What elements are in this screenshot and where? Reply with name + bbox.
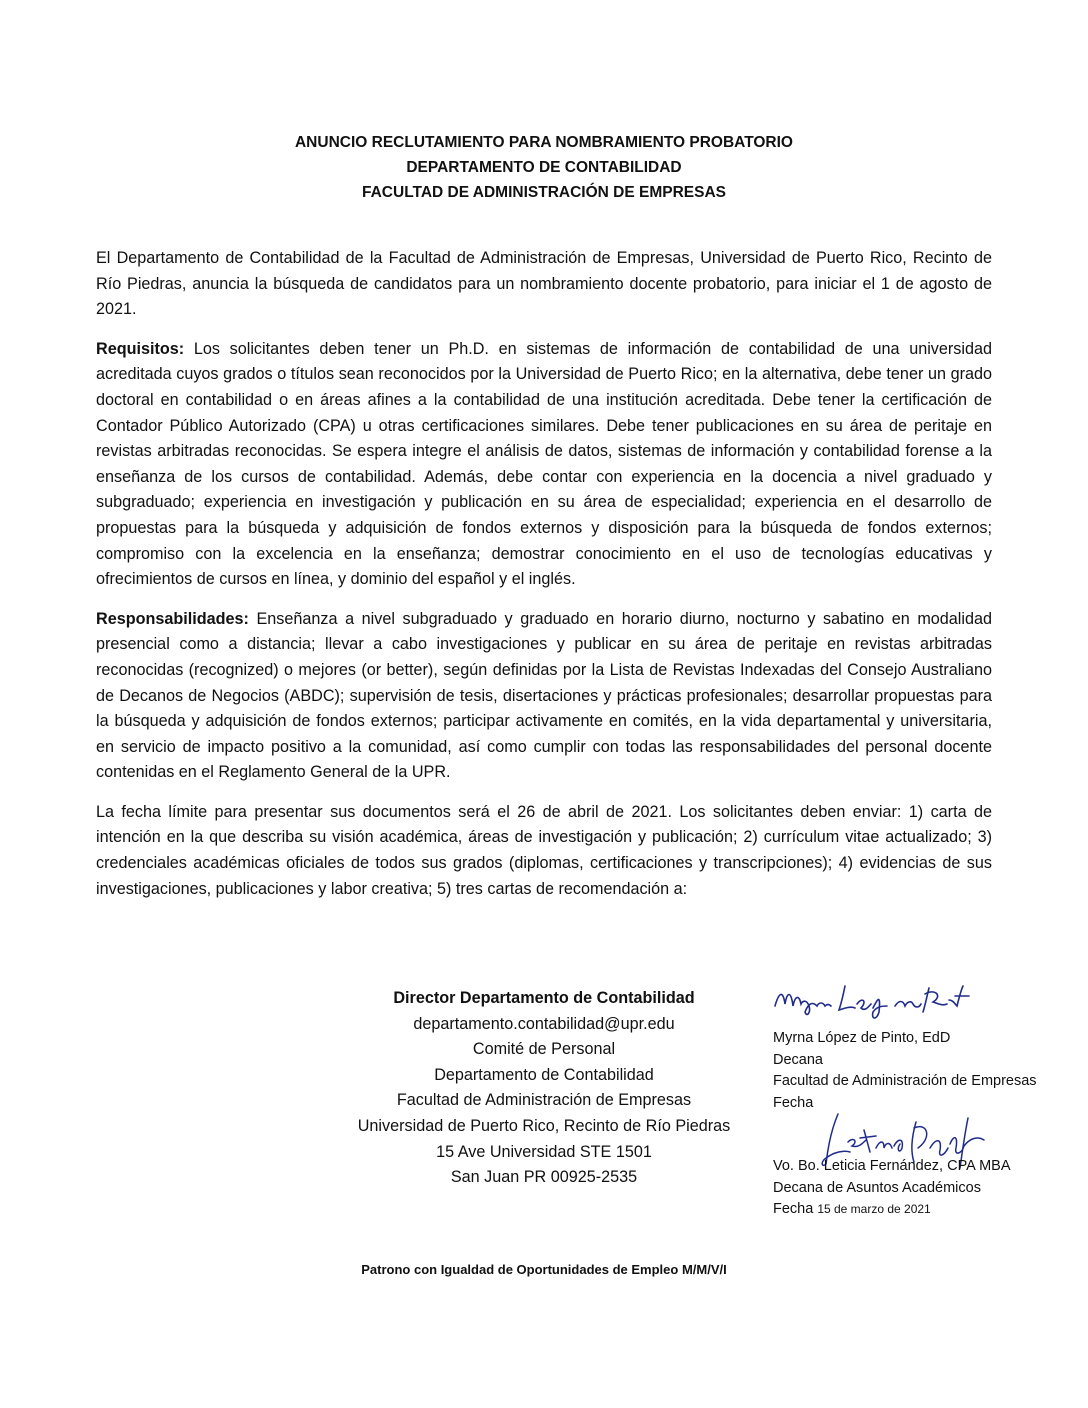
fecha-label: Fecha [773,1094,814,1111]
contact-line: San Juan PR 00925-2535 [450,1168,638,1187]
requisitos-paragraph [96,337,992,593]
title-line-3: FACULTAD DE ADMINISTRACIÓN DE EMPRESAS [362,184,726,201]
signer-title: Decana de Asuntos Académicos [773,1179,981,1196]
responsabilidades-text: Enseñanza a nivel subgraduado y graduado en horario diurno, nocturno y sabatino en modalidad presencial como a distancia; llevar a cabo investigaciones y publicar en su área de peritaje en revistas arbitradas reconocidas (recognized) o mejores (or better), según definidas por la Lista de Revistas Indexadas del Consejo Australiano de Decanos de Negocios (ABDC); supervisión de tesis, disertaciones y prácticas profesionales; desarrollar propuestas para la búsqueda y adquisición de fondos externos; participar activamente en comités, en la vida departamental y universitaria, en servicio de impacto positivo a la comunidad, así como cumplir con todas las responsabilidades del personal docente contenidas en el Reglamento General de la UPR. [96,609,993,782]
fecha-label: Fecha [773,1201,814,1217]
requisitos-label: Requisitos: [96,339,185,358]
fecha-value: 15 de marzo de 2021 [817,1202,931,1216]
contact-email: departamento.contabilidad@upr.edu [413,1014,675,1033]
contact-line: 15 Ave Universidad STE 1501 [436,1142,652,1161]
signer-name: Vo. Bo. Leticia Fernández, CPA MBA [773,1158,1011,1174]
footer-notice: Patrono con Igualdad de Oportunidades de Empleo M/M/V/I [361,1262,727,1277]
title-line-1: ANUNCIO RECLUTAMIENTO PARA NOMBRAMIENTO PROBATORIO [294,134,793,151]
signer-title: Decana [773,1051,823,1068]
contact-line: Universidad de Puerto Rico, Recinto de Río Piedras [357,1116,731,1135]
document-body [96,246,992,916]
signature-block-asuntos-academicos [773,1156,1011,1221]
responsabilidades-label: Responsabilidades: [96,609,249,628]
contact-title: Director Departamento de Contabilidad [393,989,695,1007]
contact-line: Departamento de Contabilidad [434,1065,654,1084]
document-title [96,130,992,205]
fecha-line [773,1199,1011,1221]
contact-block [330,986,758,1191]
responsabilidades-paragraph [96,607,992,786]
signer-name: Myrna López de Pinto, EdD [773,1030,951,1046]
contact-line: Facultad de Administración de Empresas [396,1091,692,1110]
intro-paragraph: El Departamento de Contabilidad de la Facultad de Administración de Empresas, Universidad de Puerto Rico, Recinto de Río Piedras, anuncia la búsqueda de candidatos para un nombramiento docente probatorio, para iniciar el 1 de agosto de 2021. [96,249,992,319]
title-line-2: DEPARTAMENTO DE CONTABILIDAD [406,159,682,176]
signature-myrna-lopez [773,982,973,1024]
requisitos-text: Los solicitantes deben tener un Ph.D. en sistemas de información de contabilidad de una universidad acreditada cuyos grados o títulos sean reconocidos por la Universidad de Puerto Rico; en la alternativa, debe tener un grado doctoral en contabilidad o en áreas afines a la contabilidad de una institución acreditada. Debe tener la certificación de Contador Público Autorizado (CPA) u otras certificaciones similares. Debe tener publicaciones en su área de peritaje en revistas arbitradas reconocidas. Se espera integre el análisis de datos, sistemas de información y contabilidad forense a la enseñanza de los cursos de contabilidad. Además, debe contar con experiencia en la docencia a nivel graduado y subgraduado; experiencia en investigación y publicación en su área de especialidad; experiencia en el desarrollo de propuestas para la búsqueda y adquisición de fondos externos y disposición para la búsqueda de fondos externos; compromiso con la excelencia en la enseñanza; demostrar conocimiento en el uso de tecnologías educativas y ofrecimientos de cursos en línea, y dominio del español y el inglés. [96,339,992,589]
signature-block-decana [773,1028,1037,1114]
contact-line: Comité de Personal [472,1040,616,1059]
deadline-paragraph: La fecha límite para presentar sus documentos será el 26 de abril de 2021. Los solicitantes deben enviar: 1) carta de intención en la que describa su visión académica, áreas de investigación y publicación; 2) currículum vitae actualizado; 3) credenciales académicas oficiales de todos sus grados (diplomas, certificaciones y transcripciones); 4) evidencias de sus investigaciones, publicaciones y labor creativa; 5) tres cartas de recomendación a: [96,802,992,898]
signer-org: Facultad de Administración de Empresas [773,1073,1037,1089]
